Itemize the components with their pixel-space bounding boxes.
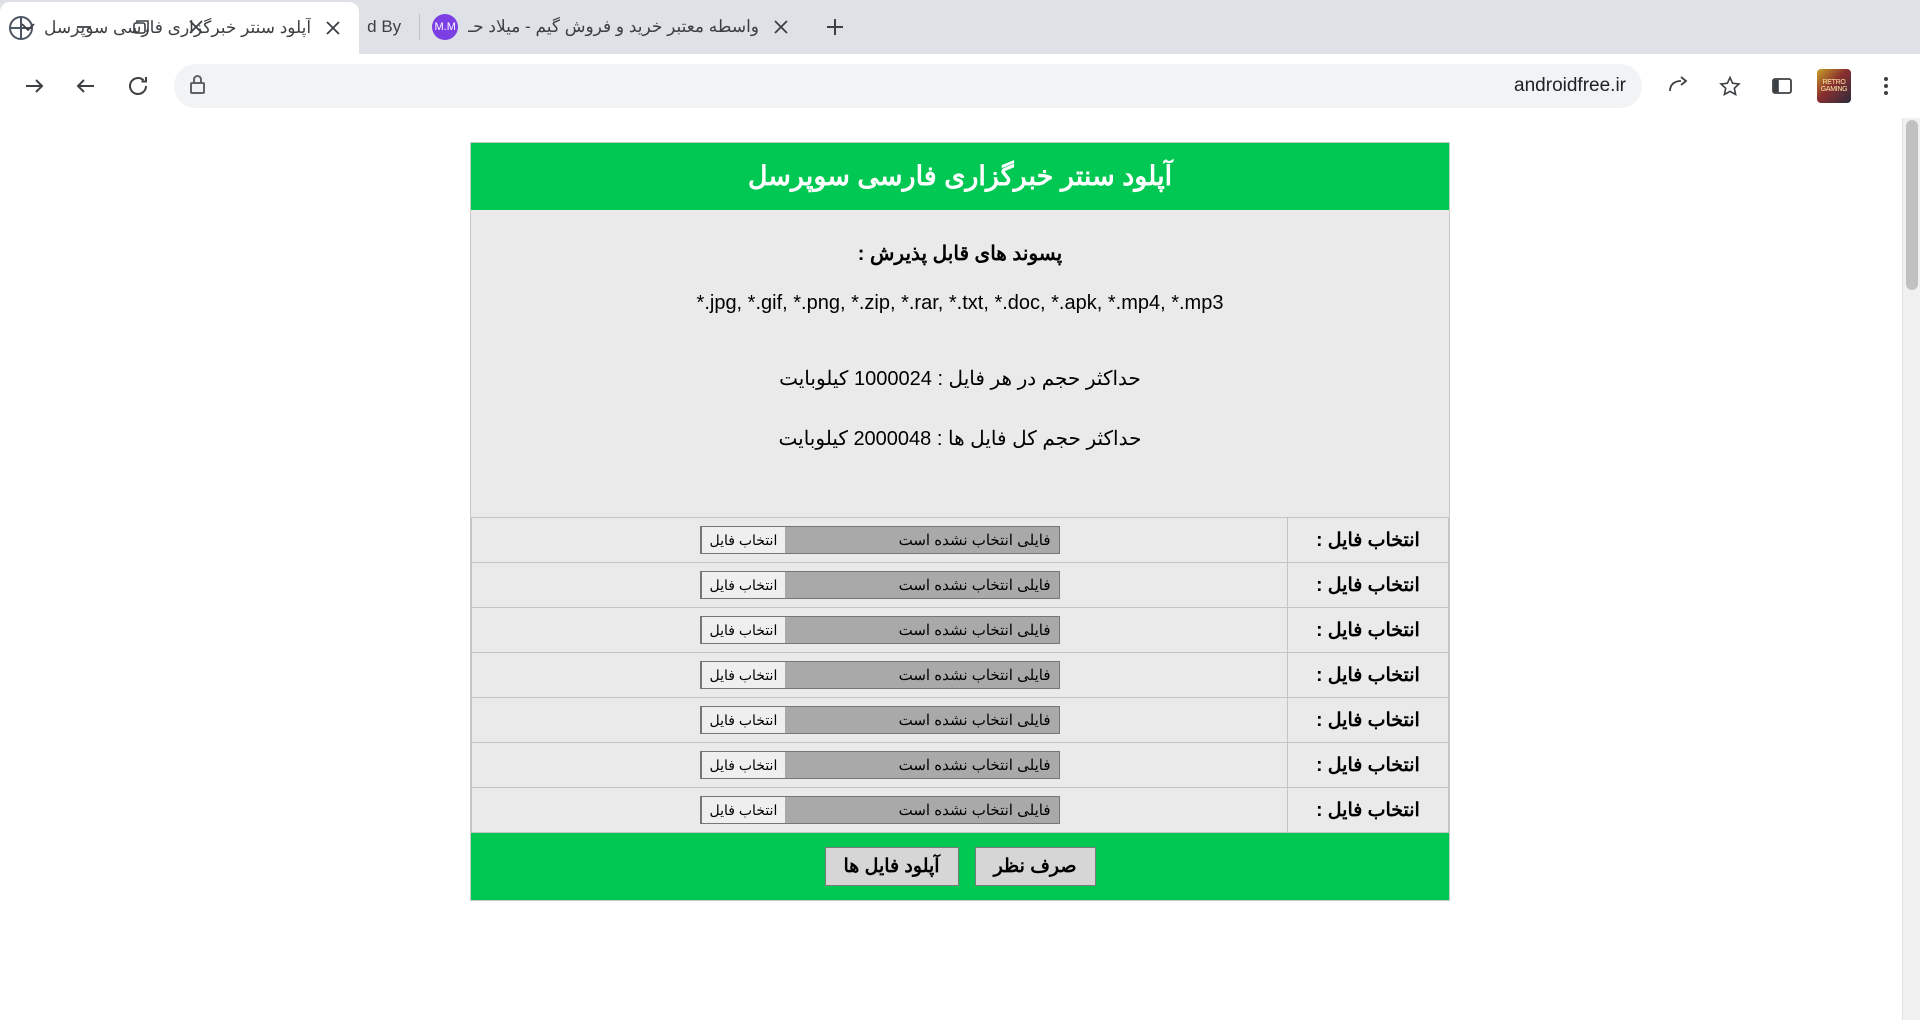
tab-inactive-marketplace[interactable] [424,6,807,48]
row-label: انتخاب فایل : [1288,788,1449,833]
maximize-icon[interactable] [112,0,168,54]
row-field [472,653,1288,698]
browser-toolbar [0,54,1920,118]
choose-file-button[interactable]: انتخاب فایل [701,797,786,823]
close-icon[interactable] [321,16,345,40]
url-text: androidfree.ir [1514,75,1626,96]
share-icon[interactable] [1654,62,1702,110]
file-status-text: فایلی انتخاب نشده است [898,802,1051,819]
star-icon[interactable] [1706,62,1754,110]
new-tab-button[interactable] [813,5,857,49]
file-input-2[interactable] [700,571,1060,599]
back-arrow-icon[interactable] [62,62,110,110]
page-title: آپلود سنتر خبرگزاری فارسی سوپرسل [471,143,1449,210]
table-row [472,608,1449,653]
avatar-icon: M.M [432,14,458,40]
file-status-text: فایلی انتخاب نشده است [898,622,1051,639]
side-panel-icon[interactable] [1758,62,1806,110]
table-row [472,653,1449,698]
tab-title: واسطه معتبر خرید و فروش گیم - میلاد حـ [468,17,759,36]
row-label: انتخاب فایل : [1288,743,1449,788]
accepted-extensions-label: پسوند های قابل پذیرش : [857,243,1063,265]
file-input-6[interactable] [700,751,1060,779]
tab-title: آپلود سنتر خبرگزاری فارسی سوپرسل [44,18,312,37]
forward-arrow-icon[interactable] [10,62,58,110]
page-scrollbar[interactable] [1902,118,1920,1020]
tab-divider [419,14,420,40]
upload-info-section [471,210,1449,517]
choose-file-button[interactable]: انتخاب فایل [701,707,786,733]
table-row [472,788,1449,833]
reload-icon[interactable] [114,62,162,110]
row-field [472,698,1288,743]
row-label: انتخاب فایل : [1288,608,1449,653]
accepted-extensions-value: *.jpg, *.gif, *.png, *.zip, *.rar, *.txt, *.doc, *.apk, *.mp4, *.mp3 [696,292,1224,314]
minimize-icon[interactable] [56,0,112,54]
file-input-3[interactable] [700,616,1060,644]
panel-footer [471,833,1449,900]
window-controls [0,0,224,54]
row-label: انتخاب فایل : [1288,653,1449,698]
choose-file-button[interactable]: انتخاب فایل [701,617,786,643]
row-label: انتخاب فایل : [1288,563,1449,608]
choose-file-button[interactable]: انتخاب فایل [701,662,786,688]
row-label: انتخاب فایل : [1288,518,1449,563]
tab-search-icon[interactable] [0,0,56,54]
row-field [472,518,1288,563]
file-status-text: فایلی انتخاب نشده است [898,712,1051,729]
choose-file-button[interactable]: انتخاب فایل [701,572,786,598]
file-status-text: فایلی انتخاب نشده است [898,667,1051,684]
upload-panel [470,142,1450,901]
tab-title-suffix: d By [367,17,402,36]
tab-strip [0,0,1920,54]
max-file-size-text: حداکثر حجم در هر فایل : 1000024 کیلوبایت [779,368,1141,390]
lock-icon [190,82,205,94]
cancel-button[interactable]: صرف نظر [975,847,1096,886]
page-viewport [0,118,1920,1020]
table-row [472,698,1449,743]
file-rows-table [471,517,1449,833]
row-label: انتخاب فایل : [1288,698,1449,743]
upload-files-button[interactable]: آپلود فایل ها [825,847,959,886]
row-field [472,743,1288,788]
row-field [472,788,1288,833]
file-status-text: فایلی انتخاب نشده است [898,757,1051,774]
table-row [472,743,1449,788]
file-status-text: فایلی انتخاب نشده است [898,532,1051,549]
file-status-text: فایلی انتخاب نشده است [898,577,1051,594]
choose-file-button[interactable]: انتخاب فایل [701,752,786,778]
extension-logo: RETRO GAMING [1817,69,1851,103]
close-icon[interactable] [769,15,793,39]
table-row [472,518,1449,563]
close-window-icon[interactable] [168,0,224,54]
scrollbar-thumb[interactable] [1906,120,1918,290]
file-input-7[interactable] [700,796,1060,824]
file-input-1[interactable] [700,526,1060,554]
max-total-size-text: حداکثر حجم کل فایل ها : 2000048 کیلوبایت [778,428,1142,450]
row-field [472,608,1288,653]
file-input-5[interactable] [700,706,1060,734]
three-dot-menu-icon[interactable] [1862,62,1910,110]
file-input-4[interactable] [700,661,1060,689]
extension-icon[interactable] [1810,62,1858,110]
address-bar[interactable] [174,64,1642,108]
tab-game-marketplace[interactable] [359,6,415,48]
row-field [472,563,1288,608]
choose-file-button[interactable]: انتخاب فایل [701,527,786,553]
table-row [472,563,1449,608]
